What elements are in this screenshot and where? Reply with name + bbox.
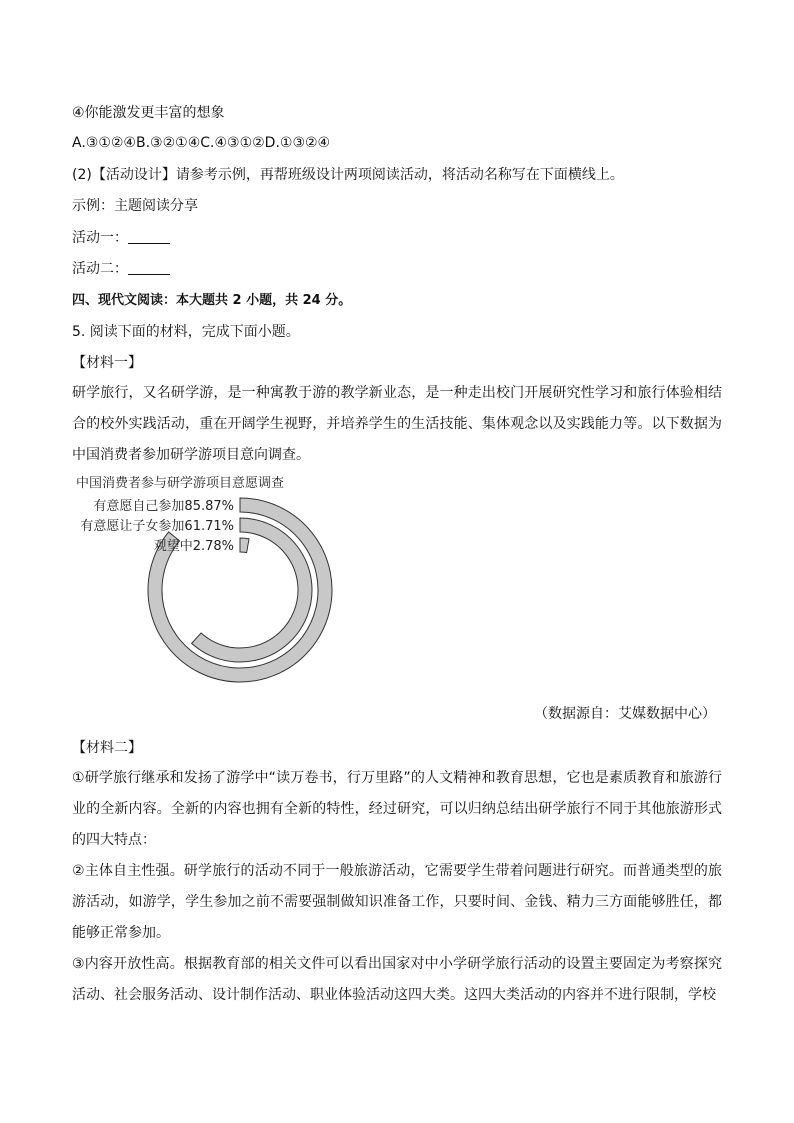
question-5-intro: 5. 阅读下面的材料，完成下面小题。	[72, 324, 300, 340]
data-source: （数据源自：艾媒数据中心）	[534, 706, 716, 722]
activity-1-label: 活动一：	[72, 230, 128, 246]
question-2-intro: (2)【活动设计】请参考示例，再帮班级设计两项阅读活动，将活动名称写在下面横线上。	[72, 167, 624, 183]
chart-title: 中国消费者参与研学游项目意愿调查	[76, 476, 285, 491]
label-wait-and-see: 观望中2.78%	[153, 539, 234, 554]
activity-2-line	[72, 259, 170, 279]
material-1-title: 【材料一】	[72, 355, 142, 371]
activity-2-label: 活动二：	[72, 261, 128, 277]
activity-2-blank[interactable]	[128, 260, 170, 275]
material-2-title: 【材料二】	[72, 740, 142, 756]
activity-1-line	[72, 228, 170, 248]
radial-bar-chart	[60, 470, 360, 702]
ring-wait-and-see	[240, 538, 249, 553]
section-4-heading: 四、现代文阅读：本大题共 2 小题，共 24 分。	[72, 293, 352, 308]
material-2-para-3: ③内容开放性高。根据教育部的相关文件可以看出国家对中小学研学旅行活动的设置主要固定为考察探究活动、社会服务活动、设计制作活动、职业体验活动这四大类。这四大类活动的内容并不进行限制，学校	[72, 956, 722, 1003]
chart-labels	[80, 498, 234, 554]
item-4-text: ④你能激发更丰富的想象	[72, 105, 225, 121]
label-children-participation: 有意愿让子女参加61.71%	[80, 519, 234, 534]
material-2-para-2: ②主体自主性强。研学旅行的活动不同于一般旅游活动，它需要学生带着问题进行研究。而普通类型的旅游活动，如游学，学生参加之前不需要强制做知识准备工作，只要时间、金钱、精力三方面能够胜任，都能够正常参加。	[72, 863, 722, 941]
activity-1-blank[interactable]	[128, 229, 170, 244]
example-text: 示例：主题阅读分享	[72, 198, 198, 214]
answer-options: A.③①②④B.③②①④C.④③①②D.①③②④	[72, 135, 331, 151]
label-self-participation: 有意愿自己参加85.87%	[93, 499, 234, 514]
material-2-para-1: ①研学旅行继承和发扬了游学中“读万卷书，行万里路”的人文精神和教育思想，它也是素质教育和旅游行业的全新内容。全新的内容也拥有全新的特性，经过研究，可以归纳总结出研学旅行不同于其他旅游形式的四大特点：	[72, 770, 722, 848]
material-1-text: 研学旅行，又名研学游，是一种寓教于游的教学新业态，是一种走出校门开展研究性学习和旅行体验相结合的校外实践活动，重在开阔学生视野，并培养学生的生活技能、集体观念以及实践能力等。以下数据为中国消费者参加研学游项目意向调查。	[72, 385, 722, 463]
